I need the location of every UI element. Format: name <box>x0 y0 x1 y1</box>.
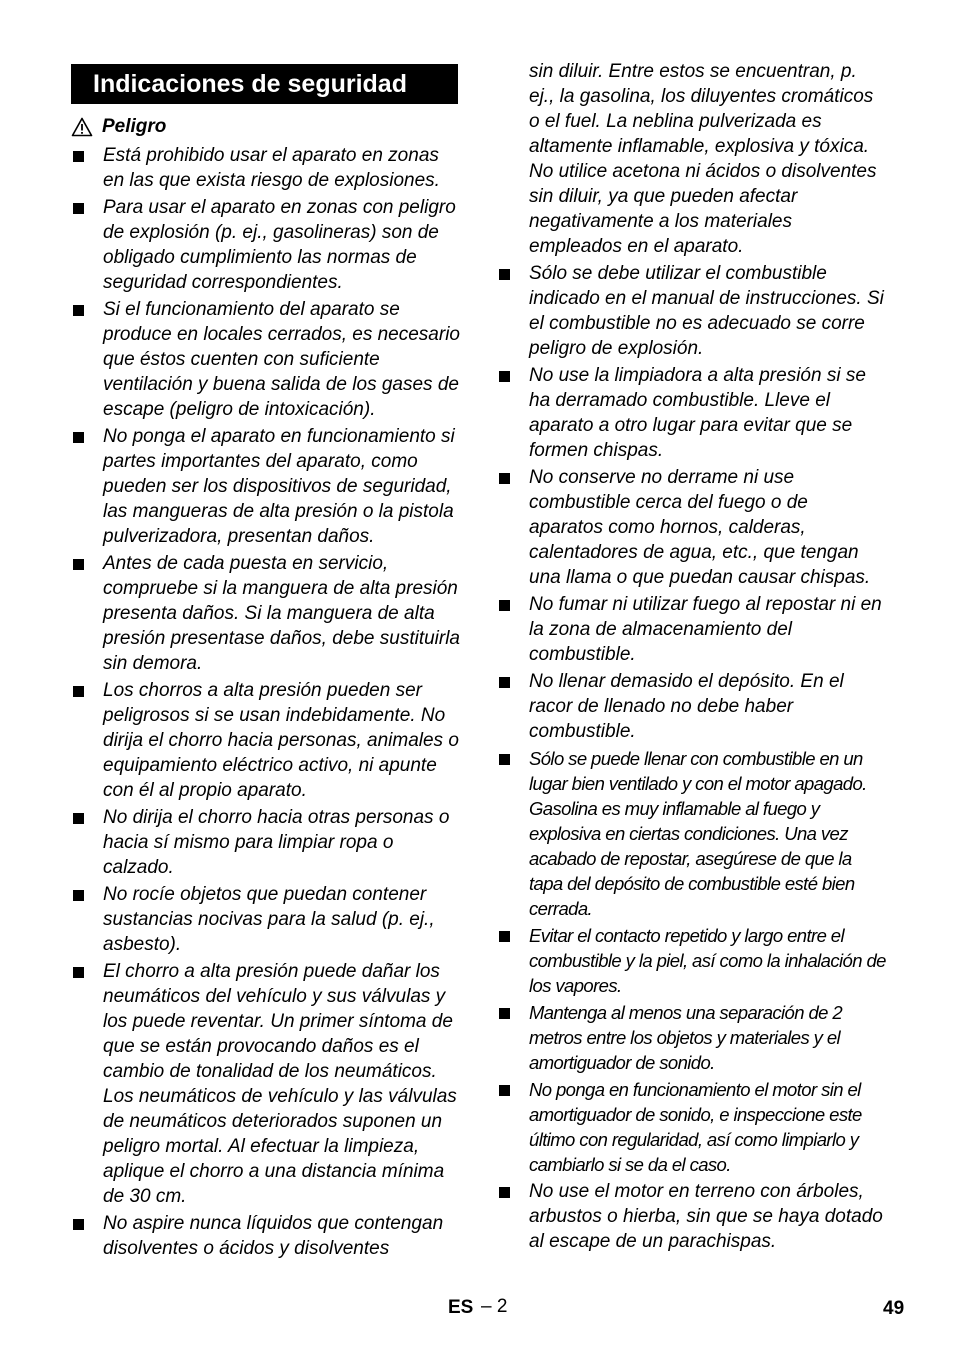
square-bullet-icon <box>73 813 84 824</box>
list-item: Evitar el contacto repetido y largo entre el combustible y la piel, así como la inhalación de los vapores. <box>497 923 887 998</box>
square-bullet-icon <box>73 1219 84 1230</box>
left-column <box>71 58 461 1263</box>
left-safety-list <box>71 143 461 1261</box>
square-bullet-icon <box>73 686 84 697</box>
square-bullet-icon <box>499 931 510 942</box>
warning-triangle-icon <box>71 117 93 137</box>
list-item: No aspire nunca líquidos que contengan disolventes o ácidos y disolventes <box>71 1211 461 1261</box>
section-title: Indicaciones de seguridad <box>71 64 458 104</box>
list-item: No use el motor en terreno con árboles, arbustos o hierba, sin que se haya dotado al escape de un parachispas. <box>497 1179 887 1254</box>
list-item: Antes de cada puesta en servicio, compruebe si la manguera de alta presión presenta daños. Si la manguera de alta presión presentase daños, debe sustituirla sin demora. <box>71 551 461 676</box>
footer-section-page: – 2 <box>481 1296 508 1317</box>
right-safety-list <box>497 261 887 1254</box>
square-bullet-icon <box>499 1085 510 1096</box>
list-item: El chorro a alta presión puede dañar los neumáticos del vehículo y sus válvulas y los puede reventar. Un primer síntoma de que se están provocando daños es el cambio de tonalidad de los neumáticos. Los neumáticos de vehículo y las válvulas de neumáticos deteriorados suponen un peligro mortal. Al efectuar la limpieza, aplique el chorro a una distancia mínima de 30 cm. <box>71 959 461 1209</box>
square-bullet-icon <box>73 890 84 901</box>
square-bullet-icon <box>499 754 510 765</box>
square-bullet-icon <box>499 1187 510 1198</box>
danger-heading <box>71 115 461 139</box>
square-bullet-icon <box>499 371 510 382</box>
danger-label: Peligro <box>102 116 167 137</box>
square-bullet-icon <box>73 559 84 570</box>
square-bullet-icon <box>499 600 510 611</box>
list-item: Está prohibido usar el aparato en zonas en las que exista riesgo de explosiones. <box>71 143 461 193</box>
list-item: No rocíe objetos que puedan contener sustancias nocivas para la salud (p. ej., asbesto). <box>71 882 461 957</box>
right-column <box>497 58 887 1256</box>
list-item: No conserve no derrame ni use combustible cerca del fuego o de aparatos como hornos, calderas, calentadores de agua, etc., que tengan una llama o que puedan causar chispas. <box>497 465 887 590</box>
list-item: No ponga el aparato en funcionamiento si partes importantes del aparato, como pueden ser los dispositivos de seguridad, las mangueras de alta presión o la pistola pulverizadora, presentan daños. <box>71 424 461 549</box>
footer-language: ES <box>448 1297 474 1318</box>
list-item: No llenar demasido el depósito. En el racor de llenado no debe haber combustible. <box>497 669 887 744</box>
list-item: No fumar ni utilizar fuego al repostar ni en la zona de almacenamiento del combustible. <box>497 592 887 667</box>
square-bullet-icon <box>73 432 84 443</box>
page-number: 49 <box>883 1298 905 1319</box>
list-item: Si el funcionamiento del aparato se produce en locales cerrados, es necesario que éstos cuenten con suficiente ventilación y buena salida de los gases de escape (peligro de intoxicación). <box>71 297 461 422</box>
list-item: Los chorros a alta presión pueden ser peligrosos si se usan indebidamente. No dirija el chorro hacia personas, animales o equipamiento eléctrico activo, ni apunte con él al propio aparato. <box>71 678 461 803</box>
square-bullet-icon <box>73 151 84 162</box>
list-item: No use la limpiadora a alta presión si se ha derramado combustible. Lleve el aparato a otro lugar para evitar que se formen chispas. <box>497 363 887 463</box>
square-bullet-icon <box>499 473 510 484</box>
list-item: Sólo se puede llenar con combustible en un lugar bien ventilado y con el motor apagado. Gasolina es muy inflamable al fuego y explosiva en ciertas condiciones. Una vez acabado de repostar, asegúrese de que la tapa del depósito de combustible esté bien cerrada. <box>497 746 887 921</box>
list-item: No ponga en funcionamiento el motor sin el amortiguador de sonido, e inspeccione este último con regularidad, así como limpiarlo y cambiarlo si se da el caso. <box>497 1077 887 1177</box>
square-bullet-icon <box>73 203 84 214</box>
continued-text: sin diluir. Entre estos se encuentran, p. ej., la gasolina, los diluyentes cromáticos o el fuel. La neblina pulverizada es altamente inflamable, explosiva y tóxica. No utilice acetona ni ácidos o disolventes sin diluir, ya que pueden afectar negativamente a los materiales empleados en el aparato. <box>529 61 877 257</box>
list-item: No dirija el chorro hacia otras personas o hacia sí mismo para limpiar ropa o calzado. <box>71 805 461 880</box>
list-item: Sólo se debe utilizar el combustible indicado en el manual de instrucciones. Si el combustible no es adecuado se corre peligro de explosión. <box>497 261 887 361</box>
square-bullet-icon <box>73 967 84 978</box>
square-bullet-icon <box>499 1008 510 1019</box>
list-item: Para usar el aparato en zonas con peligro de explosión (p. ej., gasolineras) son de obligado cumplimiento las normas de seguridad correspondientes. <box>71 195 461 295</box>
square-bullet-icon <box>499 269 510 280</box>
square-bullet-icon <box>73 305 84 316</box>
square-bullet-icon <box>499 677 510 688</box>
list-item: Mantenga al menos una separación de 2 metros entre los objetos y materiales y el amortiguador de sonido. <box>497 1000 887 1075</box>
